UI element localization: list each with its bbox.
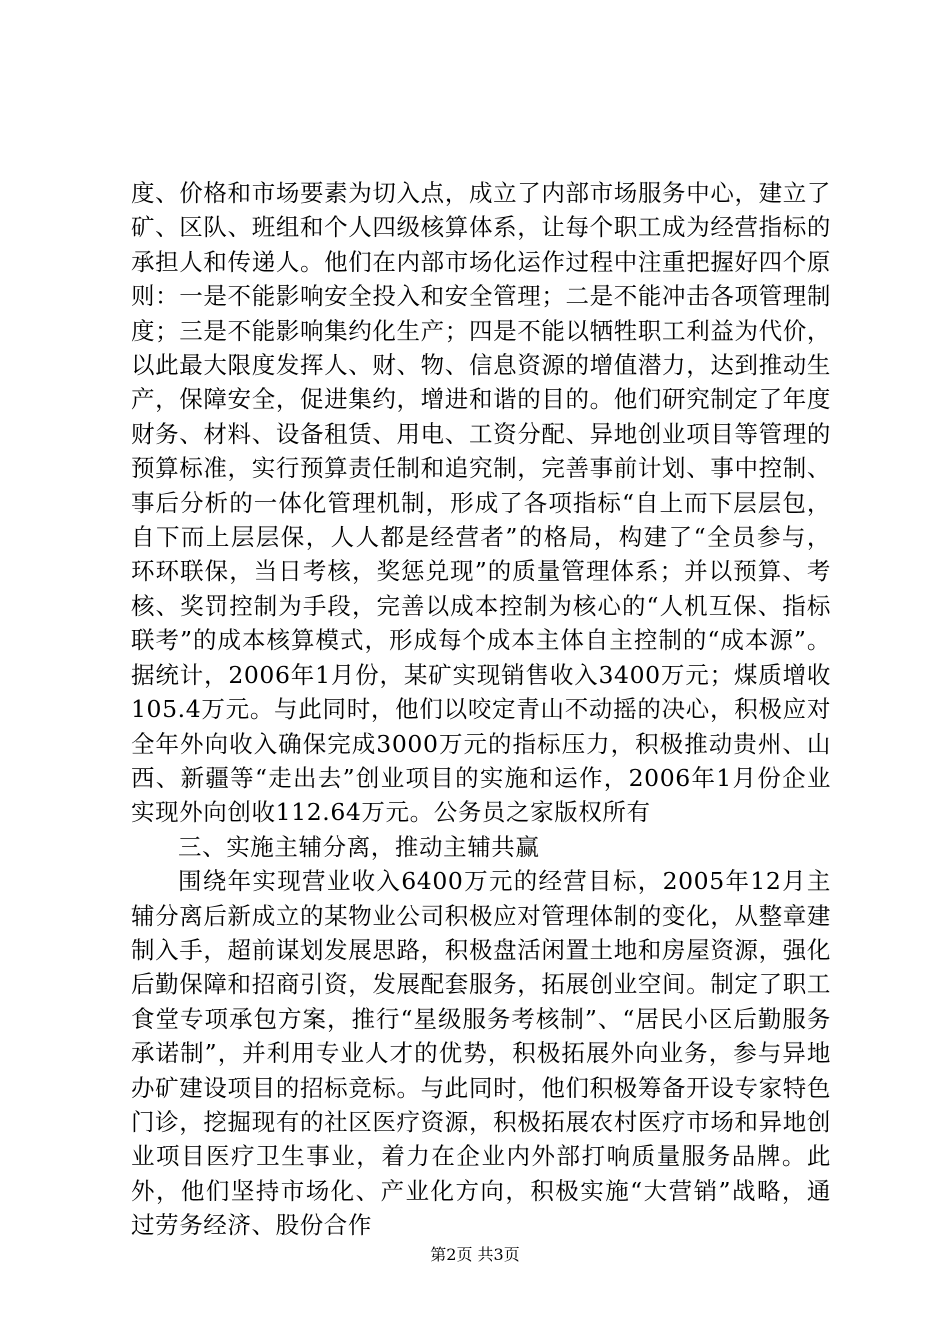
document-body [131, 176, 831, 1243]
section-heading-3: 三、实施主辅分离，推动主辅共赢 [178, 832, 540, 861]
page-footer: 第2页 共3页 [430, 1245, 520, 1264]
body-paragraph-1: 度、价格和市场要素为切入点，成立了内部市场服务中心，建立了矿、区队、班组和个人四级核算体系，让每个职工成为经营指标的承担人和传递人。他们在内部市场化运作过程中注重把握好四个原则：一是不能影响安全投入和安全管理；二是不能冲击各项管理制度；三是不能影响集约化生产；四是不能以牺牲职工利益为代价，以此最大限度发挥人、财、物、信息资源的增值潜力，达到推动生产，保障安全，促进集约，增进和谐的目的。他们研究制定了年度财务、材料、设备租赁、用电、工资分配、异地创业项目等管理的预算标准，实行预算责任制和追究制，完善事前计划、事中控制、事后分析的一体化管理机制，形成了各项指标“自上而下层层包，自下而上层层保，人人都是经营者”的格局，构建了“全员参与，环环联保，当日考核，奖惩兑现”的质量管理体系；并以预算、考核、奖罚控制为手段，完善以成本控制为核心的“人机互保、指标联考”的成本核算模式，形成每个成本主体自主控制的“成本源”。据统计，2006年1月份，某矿实现销售收入3400万元；煤质增收105.4万元。与此同时，他们以咬定青山不动摇的决心，积极应对全年外向收入确保完成3000万元的指标压力，积极推动贵州、山西、新疆等“走出去”创业项目的实施和运作，2006年1月份企业实现外向创收112.64万元。公务员之家版权所有 [131, 179, 831, 827]
body-paragraph-2: 围绕年实现营业收入6400万元的经营目标，2005年12月主辅分离后新成立的某物业公司积极应对管理体制的变化，从整章建制入手，超前谋划发展思路，积极盘活闲置土地和房屋资源，强化后勤保障和招商引资，发展配套服务，拓展创业空间。制定了职工食堂专项承包方案，推行“星级服务考核制”、“居民小区后勤服务承诺制”，并利用专业人才的优势，积极拓展外向业务，参与异地办矿建设项目的招标竞标。与此同时，他们积极筹备开设专家特色门诊，挖掘现有的社区医疗资源，积极拓展农村医疗市场和异地创业项目医疗卫生事业，着力在企业内外部打响质量服务品牌。此外，他们坚持市场化、产业化方向，积极实施“大营销”战略，通过劳务经济、股份合作 [131, 867, 831, 1240]
